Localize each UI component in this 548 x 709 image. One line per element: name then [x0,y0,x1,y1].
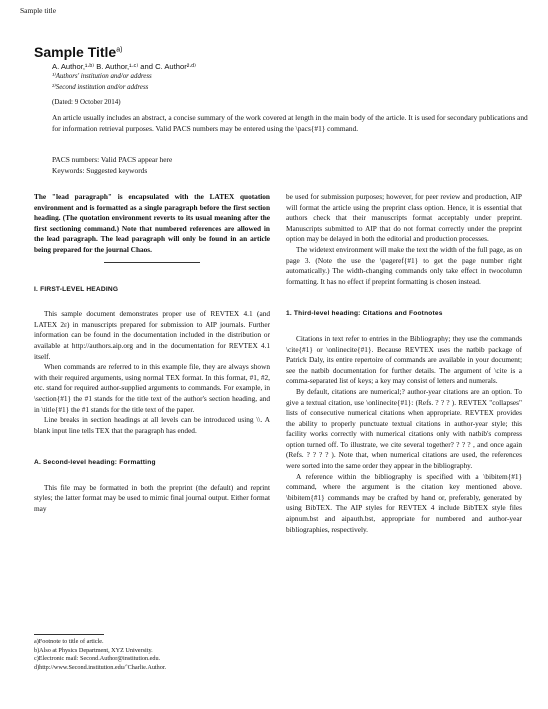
footnote: b)Also at Physics Department, XYZ University. [34,646,153,654]
section-heading-1: I. FIRST-LEVEL HEADING [34,285,119,293]
paragraph: Line breaks in section headings at all levels can be introduced using \\. A blank input line tells TEX that the paragraph has ended. [34,415,270,435]
keywords: Keywords: Suggested keywords [52,166,148,175]
paragraph: be used for submission purposes; however, for peer review and production, AIP will format the article using the preprint class option. Hence, it is essential that authors check that their manuscripts format acceptably under preprint. Manuscripts submitted to AIP that do not format correctly under the preprint option may be delayed in both the editorial and production processes. [286,192,522,244]
paragraph: A reference within the bibliography is specified with a \bibitem{#1} command, where the argument is the citation key mentioned above. \bibitem{#1} commands may be crafted by hand or, preferably, generated by using BibTEX. The AIP styles for REVTEX 4 include BibTEX style files aipnum.bst and aipauth.bst, appropriate for numbered and author-year bibliographies, respectively. [286,471,522,534]
footnote: a)Footnote to title of article. [34,638,104,645]
lead-divider [104,262,200,263]
footnote: d)http://www.Second.institution.edu/˜Charlie.Author. [34,663,167,671]
paragraph: Citations in text refer to entries in the Bibliography; they use the commands \cite{#1} or \onlinecite{#1}. Because REVTEX uses the natbib package of Patrick Daly, its entire repertoire of commands are available in your document; see the natbib documentation for further details. The argument of \cite is a comma-separated list of keys; a key may consist of letters and numerals. [286,333,522,386]
paragraph: The widetext environment will make the text the width of the full page, as on page 3. (Note the use the \pageref{#1} to get the page number right automatically.) The width-changing commands only take effect in twocolumn formatting. It has no effect if preprint formatting is chosen instead. [286,244,522,286]
dated-line: (Dated: 9 October 2014) [52,98,121,106]
paragraph: When commands are referred to in this example file, they are always shown with their required arguments, using normal TEX format. In this format, #1, #2, etc. stand for required author-supplied arguments to commands. For example, in \section{#1} the #1 stands for the title text of the author's section heading, and in \title{#1} the #1 stands for the title text of the paper. [34,362,270,414]
pacs-numbers: PACS numbers: Valid PACS appear here [52,155,173,164]
footnote: c)Electronic mail: Second.Author@institution.edu. [34,655,161,663]
paragraph: This sample document demonstrates proper use of REVTEX 4.1 (and LATEX 2ε) in manuscripts prepared for submission to AIP journals. Further information can be found in the documentation included in the distribution or available at http://authors.aip.org and in the documentation for REVTEX 4.1 itself. [34,309,270,361]
affiliation-1: ¹⁾Authors' institution and/or address [52,73,152,80]
footnote-divider [34,634,104,635]
right-column [286,192,522,535]
running-head: Sample title [20,6,57,15]
section-heading-3: 1. Third-level heading: Citations and Footnotes [286,310,443,318]
author-list: A. Author,¹ᐧᵇ⁾ B. Author,¹ᐧᶜ⁾ and C. Author²ᐧᵈ⁾ [52,62,196,71]
section-heading-2: A. Second-level heading: Formatting [34,459,156,467]
paragraph: This file may be formatted in both the preprint (the default) and reprint styles; the latter format may be used to mimic final journal output. Either format may [34,482,270,514]
title-text: Sample Title [34,44,117,60]
footnotes [34,638,166,672]
left-column [34,192,270,515]
paper-title [34,44,122,60]
affiliation-2: ²⁾Second institution and/or address [52,84,149,91]
abstract: An article usually includes an abstract, a concise summary of the work covered at length in the main body of the article. It is used for secondary publications and for information retrieval purposes. Valid PACS numbers may be entered using the \pacs{#1} command. [52,113,528,133]
paragraph: By default, citations are numerical;? author-year citations are an option. To give a textual citation, use \onlinecite{#1}: (Refs. ? ? ? ). REVTEX "collapses" lists of consecutive numerical citations when appropriate. REVTEX provides the ability to properly punctuate textual citations in author-year style; this facility works correctly with numerical citations only with natbib's compress option turned off. To illustrate, we cite several together? ? ? ? , and once again (Refs. ? ? ? ? ). Note that, when numerical citations are used, the references were sorted into the same order they appear in the bibliography. [286,386,522,471]
lead-paragraph: The "lead paragraph" is encapsulated with the LATEX quotation environment and is formatted as a single paragraph before the first section heading. (The quotation environment reverts to its usual meaning after the first sectioning command.) Note that numbered references are allowed in the lead paragraph. The lead paragraph will only be found in an article being prepared for the journal Chaos. [34,192,270,254]
title-note-mark: a) [116,46,123,54]
